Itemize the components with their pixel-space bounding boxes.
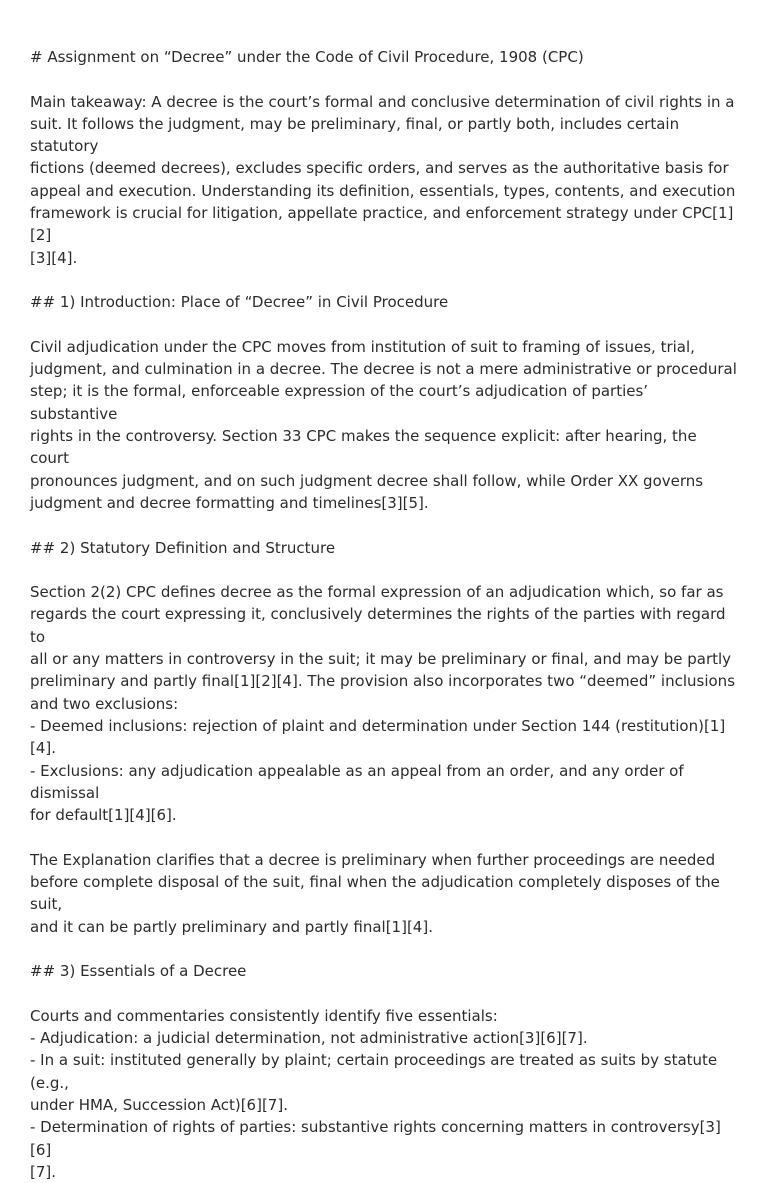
blank-line (30, 514, 738, 536)
blank-line (30, 314, 738, 336)
paragraph-line: suit. It follows the judgment, may be preliminary, final, or partly both, includes certain statutory (30, 114, 684, 156)
paragraph-line: for default[1][4][6]. (30, 806, 177, 825)
paragraph-line: rights in the controversy. Section 33 CPC makes the sequence explicit: after hearing, the court (30, 427, 702, 468)
paragraph-line: [7]. (30, 1162, 57, 1181)
paragraph-line: preliminary and partly final[1][2][4]. The provision also incorporates two “deemed” inclusions (30, 672, 736, 691)
paragraph-line: fictions (deemed decrees), excludes specific orders, and serves as the authoritative basis for (30, 159, 729, 178)
paragraph-line: framework is crucial for litigation, appellate practice, and enforcement strategy under CPC[1][2] (30, 204, 734, 245)
paragraph-line: The Explanation clarifies that a decree is preliminary when further proceedings are needed (30, 850, 716, 869)
paragraph-line: judgment, and culmination in a decree. The decree is not a mere administrative or procedural (30, 360, 737, 379)
paragraph-line: appeal and execution. Understanding its definition, essentials, types, contents, and execution (30, 181, 736, 200)
bullet-line: - Deemed inclusions: rejection of plaint and determination under Section 144 (restitution)[1][4]. (30, 716, 726, 758)
paragraph-line: regards the court expressing it, conclusively determines the rights of the parties with regard to (30, 605, 731, 646)
bullet-line: - In a suit: instituted generally by plaint; certain proceedings are treated as suits by statute (e.g., (30, 1051, 722, 1092)
section-heading: ## 3) Essentials of a Decree (30, 962, 247, 981)
paragraph-line: Courts and commentaries consistently identify five essentials: (30, 1006, 498, 1025)
paragraph-line: Main takeaway: A decree is the court’s formal and conclusive determination of civil rights in a (30, 92, 735, 111)
blank-line (30, 559, 738, 581)
paragraph-line: under HMA, Succession Act)[6][7]. (30, 1095, 288, 1114)
bullet-line: - Determination of rights of parties: substantive rights concerning matters in controversy[3][6] (30, 1118, 721, 1159)
bullet-line: - Adjudication: a judicial determination, not administrative action[3][6][7]. (30, 1029, 588, 1048)
paragraph-line: and it can be partly preliminary and partly final[1][4]. (30, 917, 433, 936)
blank-line (30, 938, 738, 960)
blank-line (30, 982, 738, 1004)
blank-line (30, 269, 738, 291)
paragraph-line: before complete disposal of the suit, final when the adjudication completely disposes of the suit, (30, 872, 725, 914)
paragraph-line: step; it is the formal, enforceable expression of the court’s adjudication of parties’ substantive (30, 382, 653, 423)
paragraph-line: and two exclusions: (30, 694, 179, 713)
paragraph-line: Section 2(2) CPC defines decree as the formal expression of an adjudication which, so far as (30, 583, 724, 602)
paragraph-line: judgment and decree formatting and timelines[3][5]. (30, 493, 429, 512)
paragraph-line: [3][4]. (30, 248, 78, 267)
document-title: # Assignment on “Decree” under the Code of Civil Procedure, 1908 (CPC) (30, 48, 584, 66)
blank-line (30, 68, 738, 90)
section-heading: ## 1) Introduction: Place of “Decree” in Civil Procedure (30, 293, 449, 312)
paragraph-line: all or any matters in controversy in the suit; it may be preliminary or final, and may be partly (30, 650, 732, 669)
paragraph-line: pronounces judgment, and on such judgment decree shall follow, while Order XX governs (30, 471, 704, 490)
blank-line (30, 826, 738, 848)
paragraph-line: Civil adjudication under the CPC moves from institution of suit to framing of issues, trial, (30, 337, 695, 356)
bullet-line: - Exclusions: any adjudication appealable as an appeal from an order, and any order of dismissal (30, 761, 689, 802)
section-heading: ## 2) Statutory Definition and Structure (30, 538, 336, 557)
